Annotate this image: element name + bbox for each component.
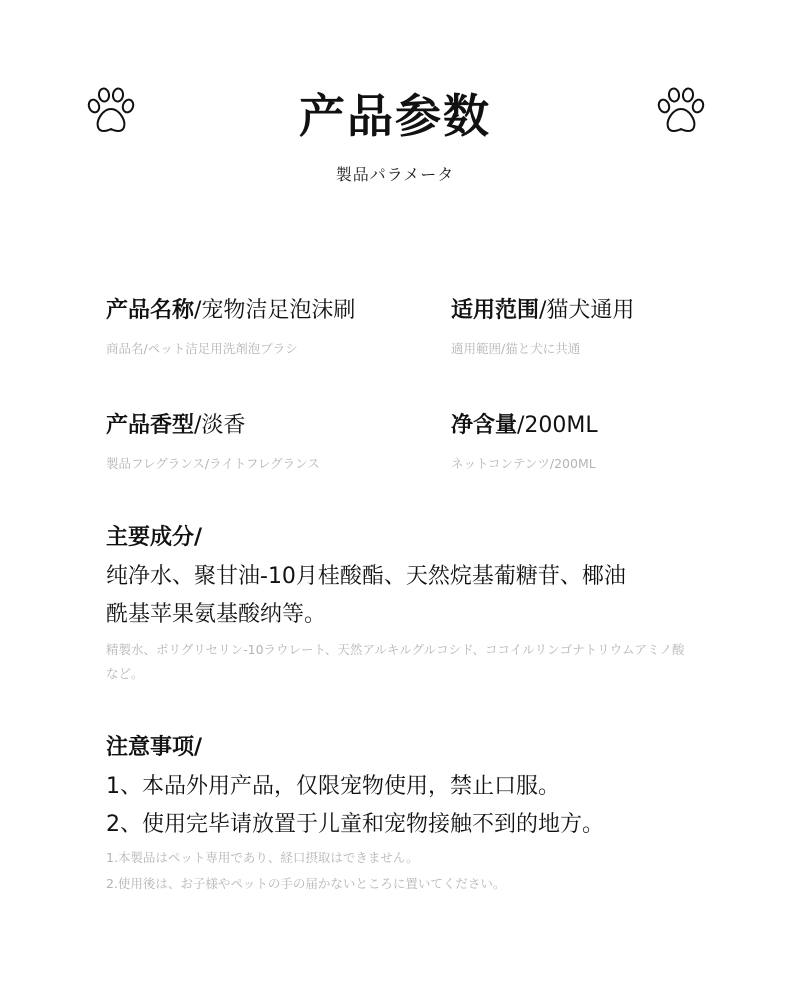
note-item: 1、本品外用产品，仅限宠物使用，禁止口服。 (106, 774, 560, 799)
param-product-name (106, 295, 355, 357)
note-translation: 1.本製品はペット専用であり、経口摂取はできません。 (106, 850, 419, 865)
ingredients-heading: 主要成分/ (106, 525, 203, 550)
param-net-content (451, 410, 598, 472)
param-translation: ネットコンテンツ/200ML (451, 456, 596, 471)
ingredients-translation: 精製水、ポリグリセリン-10ラウレート、天然アルキルグルコシド、ココイルリンゴナトリウムアミノ酸など。 (106, 642, 685, 681)
param-label: 产品香型 (106, 413, 195, 438)
param-translation: 適用範囲/猫と犬に共通 (451, 341, 581, 356)
param-translation: 商品名/ペット洁足用洗剤泡ブラシ (106, 341, 298, 356)
param-label: 适用范围 (451, 298, 540, 323)
param-value: /猫犬通用 (539, 298, 635, 323)
ingredients-line: 酰基苹果氨基酸纳等。 (106, 602, 327, 627)
page-subtitle: 製品パラメータ (335, 165, 455, 184)
note-translation: 2.使用後は、お子様やペットの手の届かないところに置いてください。 (106, 876, 506, 891)
param-value: /淡香 (194, 413, 246, 438)
param-value: /宠物洁足泡沫刷 (194, 298, 356, 323)
notes-heading: 注意事项/ (106, 735, 203, 760)
param-label: 产品名称 (106, 298, 195, 323)
param-translation: 製品フレグランス/ライトフレグランス (106, 456, 320, 471)
param-fragrance (106, 410, 320, 472)
note-item: 2、使用完毕请放置于儿童和宠物接触不到的地方。 (106, 812, 604, 837)
param-applicable-scope (451, 295, 634, 357)
param-label: 净含量 (451, 413, 518, 438)
param-value: /200ML (517, 413, 598, 438)
page-title: 产品参数 (299, 89, 491, 143)
notes-section (106, 732, 706, 896)
ingredients-line: 纯净水、聚甘油-10月桂酸酯、天然烷基葡糖苷、椰油 (106, 564, 626, 589)
ingredients-section (106, 522, 706, 686)
